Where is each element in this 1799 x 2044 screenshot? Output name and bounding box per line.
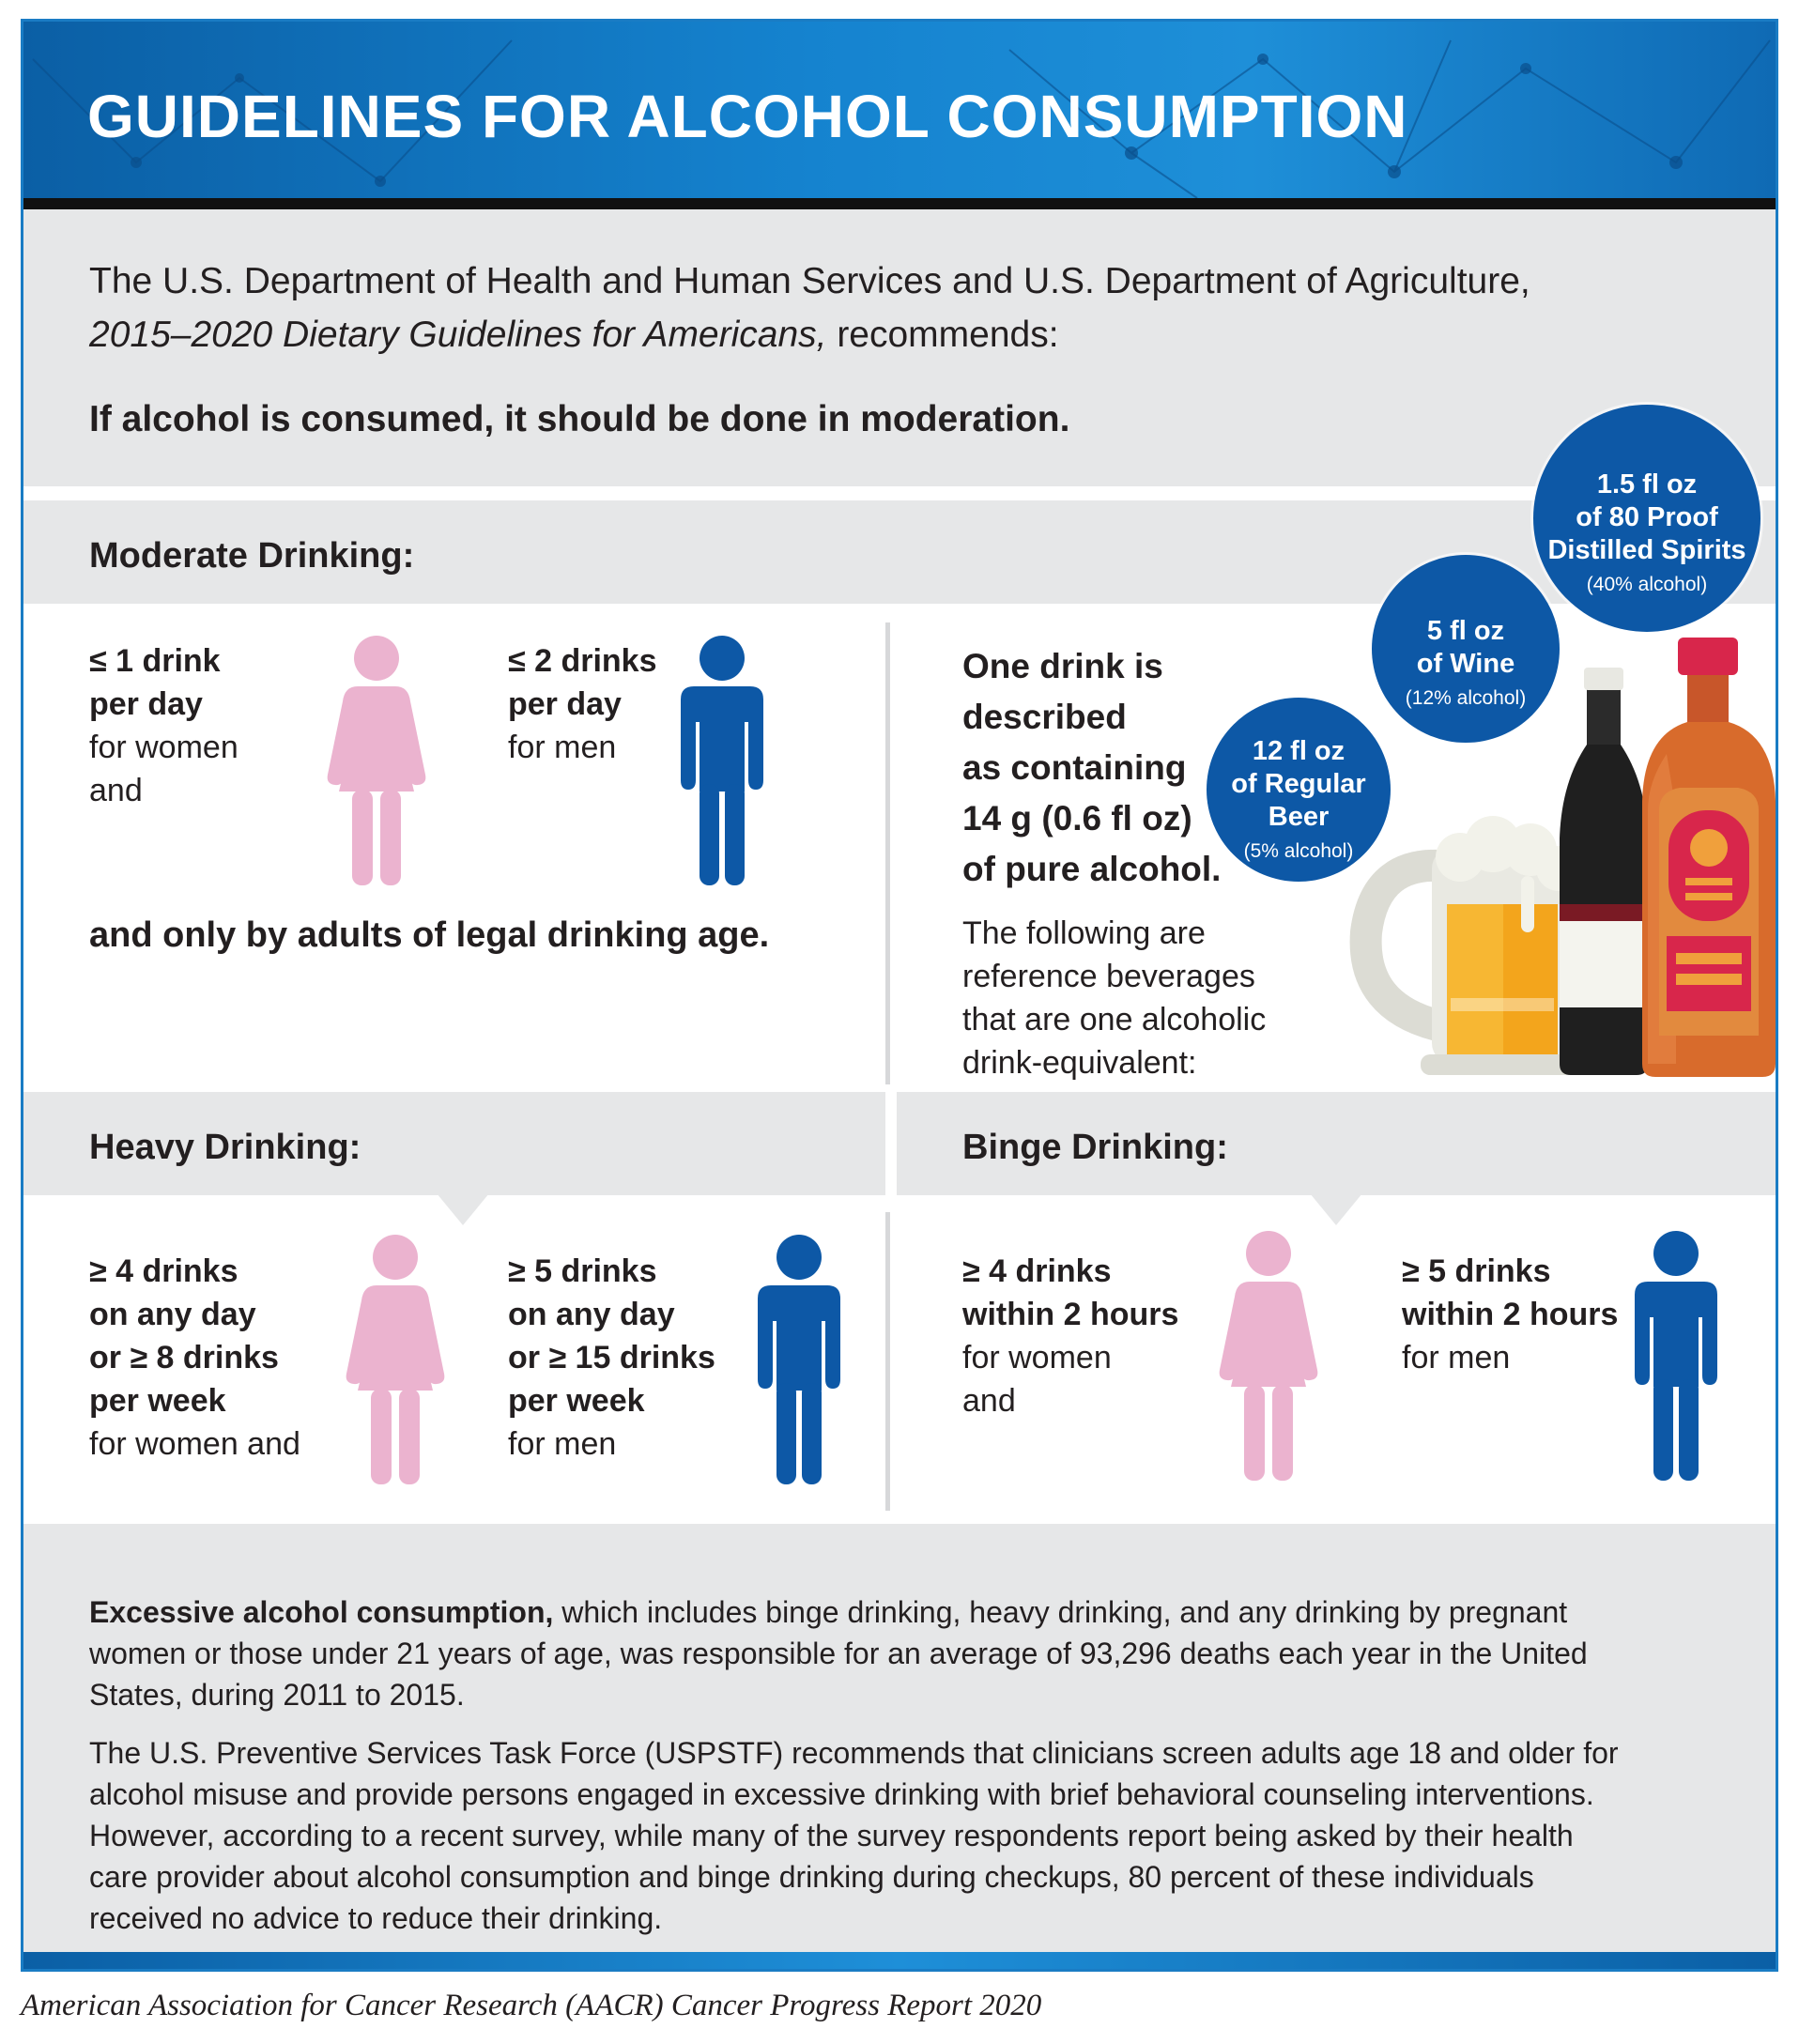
infographic-frame xyxy=(21,19,1778,1972)
excessive-heading: Excessive alcohol consumption, xyxy=(89,1595,554,1629)
uspstf-l3: However, according to a recent survey, while many of the survey respondents report being asked by their health xyxy=(89,1819,1574,1852)
column-divider-bottom xyxy=(885,1212,890,1511)
moderate-women-and: and xyxy=(89,773,143,808)
one-drink-l3: as containing xyxy=(962,748,1187,787)
binge-men-l1: ≥ 5 drinks xyxy=(1402,1253,1551,1289)
woman-icon xyxy=(1216,1229,1321,1481)
header-banner xyxy=(23,22,1776,198)
binge-women-who: for women xyxy=(962,1340,1112,1375)
heavy-men-l3: or ≥ 15 drinks xyxy=(508,1340,715,1375)
spirits-serving-badge xyxy=(1533,405,1761,632)
spirits-abv: (40% alcohol) xyxy=(1586,574,1708,595)
one-drink-l1: One drink is xyxy=(962,647,1163,685)
heavy-men-l2: on any day xyxy=(508,1297,675,1332)
header-divider xyxy=(23,198,1776,209)
source-caption: American Association for Cancer Research (AACR) Cancer Progress Report 2020 xyxy=(21,1989,1042,2022)
moderate-women-text xyxy=(89,639,238,812)
binge-men-text xyxy=(1402,1250,1618,1379)
legal-age-statement: and only by adults of legal drinking age. xyxy=(89,915,770,955)
spirits-amount: 1.5 fl oz xyxy=(1596,469,1698,499)
excessive-l1 xyxy=(89,1591,1742,1633)
binge-pointer xyxy=(1310,1193,1362,1225)
heavy-women-l1: ≥ 4 drinks xyxy=(89,1253,238,1289)
heavy-women-l4: per week xyxy=(89,1383,226,1419)
ref-l1: The following are xyxy=(962,915,1206,951)
beer-amount: 12 fl oz xyxy=(1252,736,1345,766)
page-title: GUIDELINES FOR ALCOHOL CONSUMPTION xyxy=(87,83,1408,150)
intro-line-2 xyxy=(89,308,1732,361)
spirits-bottle-icon xyxy=(1642,638,1776,1077)
uspstf-l5: received no advice to reduce their drinking. xyxy=(89,1901,663,1935)
one-drink-l2: described xyxy=(962,698,1127,736)
binge-women-text xyxy=(962,1250,1178,1422)
excessive-l3: States, during 2011 to 2015. xyxy=(89,1678,465,1712)
one-drink-l5: of pure alcohol. xyxy=(962,850,1222,888)
binge-title: Binge Drinking: xyxy=(962,1128,1228,1167)
man-icon xyxy=(677,634,767,885)
heavy-men-l4: per week xyxy=(508,1383,645,1419)
spirits-type-2: Distilled Spirits xyxy=(1547,535,1746,565)
guidelines-title: 2015–2020 Dietary Guidelines for Americans, xyxy=(89,315,827,355)
binge-women-l2: within 2 hours xyxy=(962,1297,1179,1332)
binge-women-l1: ≥ 4 drinks xyxy=(962,1253,1112,1289)
intro-line-2-rest: recommends: xyxy=(826,315,1059,355)
one-drink-l4: 14 g (0.6 fl oz) xyxy=(962,799,1192,838)
wine-serving-badge xyxy=(1372,555,1560,743)
moderate-men-who: for men xyxy=(508,730,617,765)
heavy-women-text xyxy=(89,1250,300,1466)
excessive-l2: women or those under 21 years of age, was responsible for an average of 93,296 deaths each year in the United xyxy=(89,1637,1588,1670)
moderation-statement: If alcohol is consumed, it should be done in moderation. xyxy=(89,399,1070,439)
woman-icon xyxy=(343,1233,448,1484)
wine-amount: 5 fl oz xyxy=(1426,616,1505,646)
heavy-men-l1: ≥ 5 drinks xyxy=(508,1253,657,1289)
excessive-consumption-section xyxy=(23,1524,1776,1972)
binge-women-and: and xyxy=(962,1383,1016,1419)
heavy-men-who: for men xyxy=(508,1426,617,1462)
ref-l4: drink-equivalent: xyxy=(962,1045,1197,1081)
intro-section xyxy=(23,209,1776,486)
uspstf-l1: The U.S. Preventive Services Task Force (USPSTF) recommends that clinicians screen adults age 18 and older for xyxy=(89,1736,1619,1770)
column-divider-top xyxy=(885,622,890,1084)
heavy-women-l2: on any day xyxy=(89,1297,256,1332)
beer-mug-icon xyxy=(1366,816,1584,1075)
intro-text xyxy=(89,254,1732,361)
footer-stripe xyxy=(23,1952,1776,1969)
moderate-men-amount: ≤ 2 drinks xyxy=(508,643,657,679)
ref-l3: that are one alcoholic xyxy=(962,1002,1267,1037)
uspstf-paragraph xyxy=(89,1732,1742,1939)
intro-line-1: The U.S. Department of Health and Human Services and U.S. Department of Agriculture, xyxy=(89,261,1530,301)
wine-type: of Wine xyxy=(1416,649,1515,679)
beer-serving-badge xyxy=(1207,698,1391,882)
man-icon xyxy=(1631,1229,1721,1481)
one-drink-definition xyxy=(962,641,1221,895)
ref-l2: reference beverages xyxy=(962,959,1255,994)
heavy-title: Heavy Drinking: xyxy=(89,1128,361,1167)
moderate-women-period: per day xyxy=(89,686,203,722)
excessive-paragraph xyxy=(89,1591,1742,1715)
heavy-women-who: for women and xyxy=(89,1426,300,1462)
beer-type-1: of Regular xyxy=(1231,769,1366,799)
spirits-type-1: of 80 Proof xyxy=(1576,502,1718,532)
moderate-title: Moderate Drinking: xyxy=(89,536,415,576)
wine-abv: (12% alcohol) xyxy=(1405,687,1527,709)
moderate-women-amount: ≤ 1 drink xyxy=(89,643,221,679)
moderate-women-who: for women xyxy=(89,730,238,765)
woman-icon xyxy=(324,634,429,885)
binge-men-who: for men xyxy=(1402,1340,1511,1375)
heavy-women-l3: or ≥ 8 drinks xyxy=(89,1340,279,1375)
moderate-men-text xyxy=(508,639,657,769)
wine-bottle-icon xyxy=(1560,668,1648,1075)
uspstf-l2: alcohol misuse and provide persons engaged in excessive drinking with brief behavioral counseling interventions. xyxy=(89,1777,1594,1811)
heavy-pointer xyxy=(437,1193,489,1225)
man-icon xyxy=(754,1233,844,1484)
moderate-men-period: per day xyxy=(508,686,622,722)
beer-type-2: Beer xyxy=(1268,802,1330,832)
heavy-men-text xyxy=(508,1250,715,1466)
reference-beverages-text xyxy=(962,912,1266,1084)
excessive-l1-rest: which includes binge drinking, heavy drinking, and any drinking by pregnant xyxy=(553,1595,1568,1629)
binge-men-l2: within 2 hours xyxy=(1402,1297,1619,1332)
beer-abv: (5% alcohol) xyxy=(1243,840,1354,862)
uspstf-l4: care provider about alcohol consumption and binge drinking during checkups, 80 percent of these individuals xyxy=(89,1860,1534,1894)
